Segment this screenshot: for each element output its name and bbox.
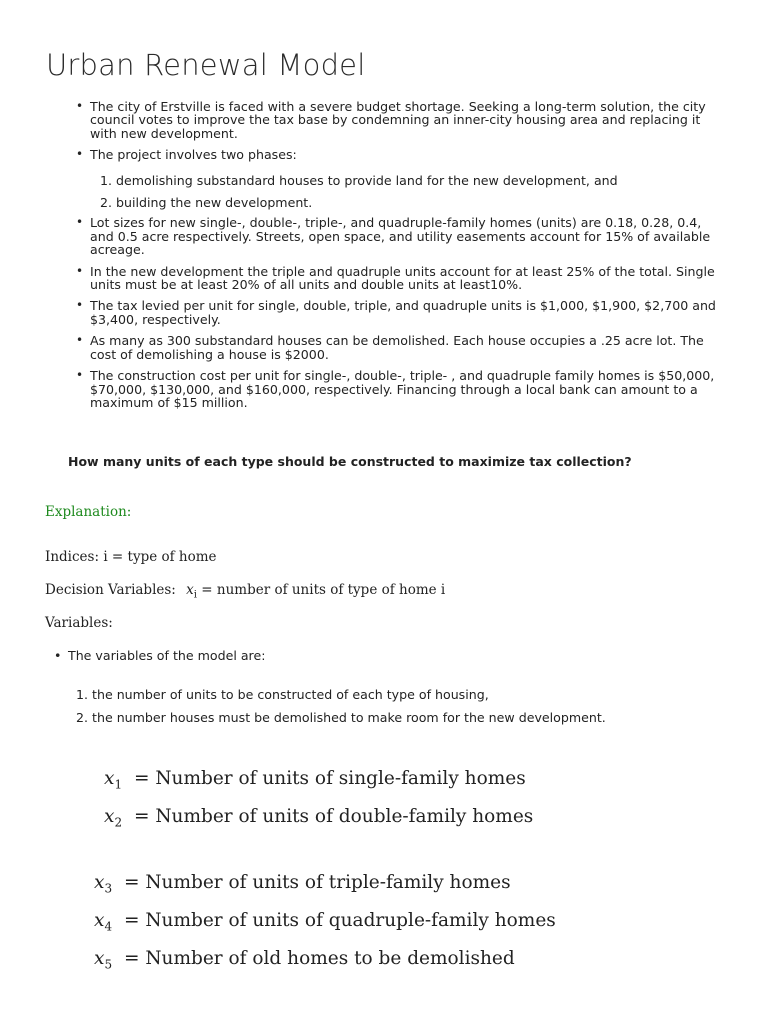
definition-text: = Number of old homes to be demolished [123, 948, 515, 969]
definition-text: = Number of units of double-family homes [133, 806, 534, 827]
definition-var: x [94, 872, 105, 893]
variables-bullet-text: The variables of the model are: [68, 648, 266, 663]
question-text: How many units of each type should be constructed to maximize tax collection? [68, 454, 632, 469]
definition-sub: 2 [114, 815, 123, 830]
bullet-demolition: • As many as 300 substandard houses can be demolished. Each house occupies a .25 acre lot. The cost of demolishing a house is $2000. [90, 334, 720, 361]
definition-sub: 1 [114, 777, 123, 792]
definition-x4 [94, 910, 556, 934]
definition-x5 [94, 948, 515, 972]
decision-label: Decision Variables: [45, 582, 176, 598]
decision-var: x [186, 582, 194, 598]
decision-variables-line [45, 582, 445, 601]
definition-x2 [104, 806, 533, 830]
phase-item-2: 2. building the new development. [100, 195, 313, 211]
indices-line [45, 549, 217, 565]
variables-item-1: 1. the number of units to be constructed of each type of housing, [76, 687, 489, 702]
variables-bullet [68, 648, 606, 725]
variables-sublist [76, 687, 606, 725]
indices-label: Indices: [45, 549, 100, 565]
problem-bullets [90, 100, 720, 417]
explanation-heading: Explanation: [45, 504, 132, 520]
bullet-tax: • The tax levied per unit for single, double, triple, and quadruple units is $1,000, $1,900, $2,700 and $3,400, respectively. [90, 299, 720, 326]
definition-x1 [104, 768, 526, 792]
phase-item-1: 1. demolishing substandard houses to provide land for the new development, and [100, 172, 618, 188]
bullet-construction: • The construction cost per unit for single-, double-, triple- , and quadruple family homes is $50,000, $70,000, $130,000, and $160,000, respectively. Financing through a local bank can amount to a maximum of $15 million. [90, 369, 720, 409]
definition-sub: 5 [104, 957, 113, 972]
bullet-unit-mix: • In the new development the triple and quadruple units account for at least 25% of the total. Single units must be at least 20% of all units and double units at least10%. [90, 265, 720, 292]
variables-item-2: 2. the number houses must be demolished to make room for the new development. [76, 710, 606, 725]
definition-text: = Number of units of triple-family homes [123, 872, 511, 893]
definition-var: x [104, 768, 115, 789]
definition-text: = Number of units of single-family homes [133, 768, 526, 789]
variables-list [68, 648, 606, 733]
bullet-lot-sizes: • Lot sizes for new single-, double-, triple-, and quadruple-family homes (units) are 0.18, 0.28, 0.4, and 0.5 acre respectively. Streets, open space, and utility easements account for 15% of available acreage. [90, 216, 720, 256]
bullet-phases [90, 148, 720, 209]
definition-sub: 4 [104, 919, 113, 934]
definition-var: x [94, 948, 105, 969]
indices-body: i = type of home [103, 549, 217, 565]
definition-text: = Number of units of quadruple-family homes [123, 910, 556, 931]
definition-x3 [94, 872, 511, 896]
page-title: Urban Renewal Model [46, 48, 366, 82]
phases-list [100, 174, 720, 210]
definition-sub: 3 [104, 881, 113, 896]
definition-var: x [104, 806, 115, 827]
bullet-phases-text: The project involves two phases: [90, 147, 297, 163]
decision-sub: i [193, 589, 197, 601]
decision-body: = number of units of type of home i [196, 582, 446, 598]
definition-var: x [94, 910, 105, 931]
bullet-budget: • The city of Erstville is faced with a severe budget shortage. Seeking a long-term solution, the city council votes to improve the tax base by condemning an inner-city housing area and replacing it with new development. [90, 100, 720, 140]
variables-heading: Variables: [45, 615, 113, 631]
